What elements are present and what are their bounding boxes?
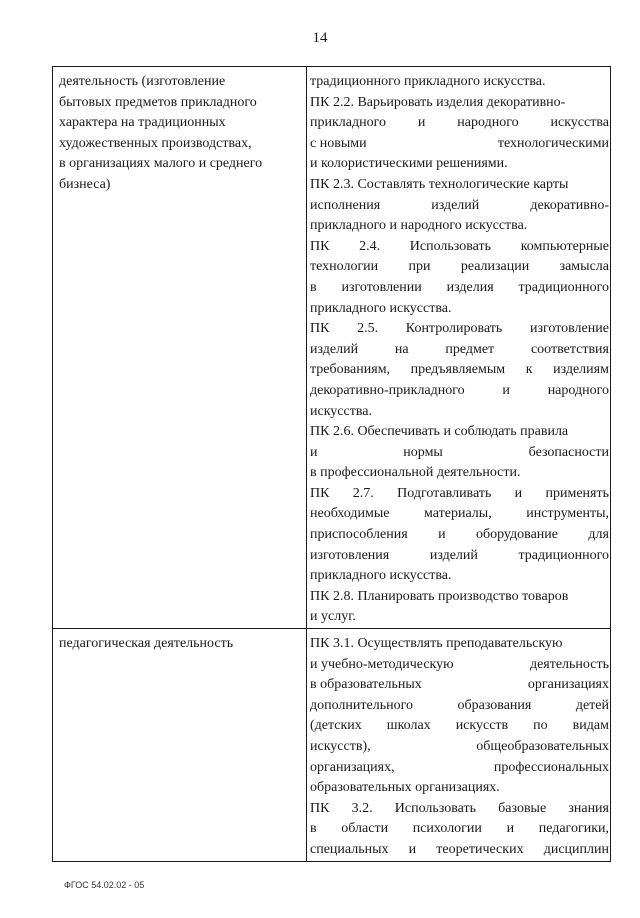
competency-line [310,340,609,361]
competency-text: декоративно- [530,197,609,213]
competency-line [310,175,609,196]
competency-text: детей [575,697,609,713]
competency-text: Использовать [394,800,476,816]
competency-text: декоративно-прикладного [310,382,465,398]
activity-line: характера на традиционных [59,115,226,131]
competency-line [310,778,609,799]
competency-text: применять [545,485,609,501]
competency-text: изготовление [529,321,609,337]
competency-text: изготовления [310,547,390,563]
competency-line [310,443,609,464]
competency-text: и [408,841,417,857]
competency-text: прикладного [310,115,386,131]
competency-text: при [408,259,431,275]
competency-text: знания [568,800,609,816]
competency-text: ПК 2.8. Планировать производство товаров [310,588,569,604]
competency-text: ПК [310,800,330,816]
competency-text: изделиям [553,362,609,378]
competency-text: по [533,718,548,734]
competency-text: дисциплин [543,841,609,857]
competency-text: ПК 2.2. Варьировать изделия декоративно- [310,94,566,110]
competency-text: Использовать [409,238,492,254]
competency-text: изделия [446,279,494,295]
activity-cell [53,629,307,862]
competency-text: профессиональных [493,759,609,775]
competency-text: образования [457,697,532,713]
competency-text: специальных [310,841,389,857]
competency-text: 2.7. [352,485,374,501]
competency-line [310,196,609,217]
competency-text: нормы [403,444,443,460]
competency-line [310,216,609,237]
competency-line [310,758,609,779]
competency-text: искусств [455,718,509,734]
competency-line [310,134,609,155]
competency-text: и [514,485,523,501]
competency-text: изготовлении [341,279,422,295]
competency-text: и учебно-методическую [310,656,454,672]
competency-text: к [525,362,533,378]
competency-text: реализации [460,259,530,275]
competency-text: исполнения [310,197,381,213]
competency-line [310,319,609,340]
activity-line: деятельность (изготовление [59,74,226,89]
competency-text: видам [572,718,609,734]
competency-text: и [506,821,515,837]
competency-text: и [502,382,510,398]
activity-line: в организациях малого и среднего [59,156,263,172]
competency-text: искусства. [310,403,372,419]
competency-text: и [310,444,318,460]
competency-text: требованиям, [310,362,391,378]
competency-text: народного [457,115,519,131]
competency-text: 2.4. [359,238,381,254]
competency-line [310,737,609,758]
competency-text: ПК [310,238,330,254]
competency-text: изделий [429,547,478,563]
competency-line [310,402,609,423]
competency-text: в [310,279,317,295]
competency-line [310,381,609,402]
competency-text: Контролировать [405,321,503,337]
competency-text: педагогики, [538,821,609,837]
competency-line [310,484,609,505]
competency-line [310,360,609,381]
competency-line [310,463,609,484]
competency-text: искусств), [310,739,371,754]
competency-text: и [438,527,446,543]
competency-line [310,546,609,567]
competency-text: психологии [412,821,482,837]
competency-text: общеобразовательных [476,739,609,754]
table-row [53,67,611,629]
competency-table [52,66,611,862]
competency-line [310,655,609,676]
competency-text: ПК 2.3. Составлять технологические карты [310,176,569,192]
competency-text: традиционного [518,279,609,295]
competency-text: прикладного и народного искусства. [310,218,528,234]
activity-line: художественных производствах, [59,135,252,151]
competency-text: предмет [445,341,495,357]
competency-text: и колористическими решениями. [310,156,508,172]
competency-line [310,566,609,587]
competency-line [310,819,609,840]
competency-text: деятельность [529,656,609,672]
competency-text: в профессиональной деятельности. [310,465,521,481]
competency-text: предъявляемым [410,362,506,378]
competency-line [310,840,609,861]
activity-line: бытовых предметов прикладного [59,94,257,110]
competency-line [310,675,609,696]
competency-text: для [588,527,609,543]
competency-text: искусства [550,115,609,131]
competency-line [310,299,609,320]
competency-text: компьютерные [520,238,609,254]
competency-text: инструменты, [526,506,609,522]
competency-line [310,587,609,608]
competencies-cell [307,629,611,862]
competency-text: материалы, [424,506,492,522]
activity-cell [53,67,307,629]
competency-text: организациях, [310,759,395,775]
competency-text: в [310,821,317,837]
competency-text: организациях [527,677,609,693]
competency-text: технологическими [497,135,609,151]
competency-text: в образовательных [310,677,422,693]
competency-text: дополнительного [310,697,413,713]
activity-line: бизнеса) [59,176,111,192]
table-row [53,629,611,862]
competency-text: необходимые [310,506,390,522]
competency-text: ПК 3.1. Осуществлять преподавательскую [310,636,563,652]
competency-text: прикладного искусства. [310,568,452,584]
competency-text: с новыми [310,135,367,151]
competency-line [310,525,609,546]
competency-line [310,154,609,175]
competency-line [310,422,609,443]
competency-text: теоретических [436,841,524,857]
competency-text: 2.5. [357,321,379,337]
competency-text: изделий [431,197,480,213]
document-footer: ФГОС 54.02.02 - 05 [64,880,145,890]
competency-text: 3.2. [351,800,373,816]
competency-text: и услуг. [310,609,356,625]
competency-text: Подготавливать [397,485,492,501]
competency-line [310,716,609,737]
competency-text: ПК [310,485,330,501]
competency-text: (детских [310,718,362,734]
competency-text: на [394,341,409,357]
competency-text: соответствия [530,341,609,357]
competency-text: и [417,115,426,131]
competency-text: традиционного [518,547,609,563]
competency-text: безопасности [528,444,609,460]
competency-text: области [341,821,389,837]
competency-text: народного [547,382,609,398]
competencies-cell [307,67,611,629]
competency-text: школах [386,718,431,734]
competency-line [310,696,609,717]
competency-line [310,93,609,114]
competency-text: традиционного прикладного искусства. [310,74,546,89]
competency-line [310,72,609,93]
competency-text: замысла [559,259,609,275]
competency-line [310,278,609,299]
competency-line [310,799,609,820]
competency-line [310,237,609,258]
competency-text: ПК 2.6. Обеспечивать и соблюдать правила [310,424,569,440]
activity-line: педагогическая деятельность [59,636,234,652]
page-number: 14 [312,30,328,46]
competency-text: ПК [310,321,330,337]
competency-text: технологии [310,259,379,275]
competency-line [310,504,609,525]
competency-text: изделий [310,341,359,357]
competency-text: оборудование [475,527,558,543]
competency-text: базовые [498,800,547,816]
competency-line [310,113,609,134]
competency-text: приспособления [310,527,408,543]
competency-text: прикладного искусства. [310,300,452,316]
competency-text: образовательных организациях. [310,780,500,796]
competency-line [310,607,609,628]
competency-line [310,257,609,278]
competency-line [310,634,609,655]
